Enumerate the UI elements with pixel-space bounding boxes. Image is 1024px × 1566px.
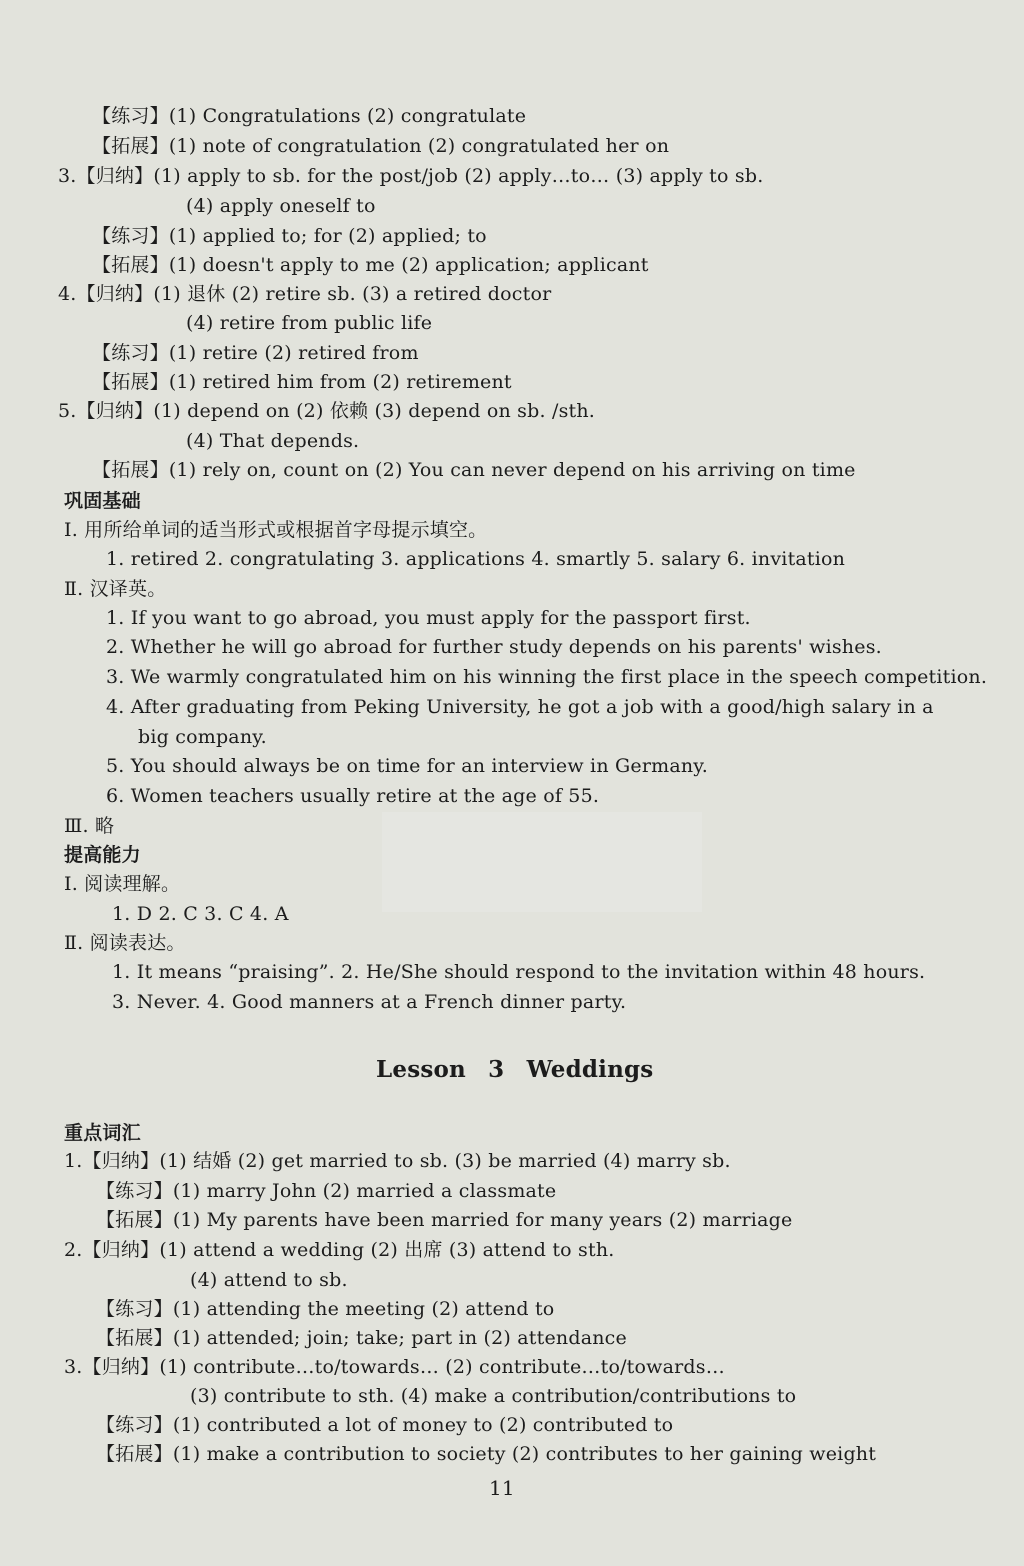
extension-line: [92, 253, 649, 277]
summary-continuation: (4) retire from public life: [186, 312, 433, 334]
label-lianxi: 【练习】: [92, 342, 169, 364]
summary-continuation: (4) attend to sb.: [190, 1269, 348, 1291]
redacted-area: [382, 812, 702, 912]
answer-text: (1) 退休 (2) retire sb. (3) a retired doctor: [153, 283, 552, 305]
answer-text: (1) retired him from (2) retirement: [168, 371, 512, 393]
answer-line: big company.: [138, 726, 267, 748]
answer-text: (1) make a contribution to society (2) contributes to her gaining weight: [172, 1443, 877, 1465]
practice-line: [96, 1413, 673, 1437]
answer-line: 1. D 2. C 3. C 4. A: [112, 903, 289, 925]
answer-line: 3. Never. 4. Good manners at a French dinner party.: [112, 991, 627, 1013]
extension-line: [92, 458, 856, 482]
answer-text: (1) attended; join; take; part in (2) attendance: [172, 1327, 627, 1349]
summary-line: [58, 282, 551, 306]
item-number: 3.: [64, 1356, 83, 1378]
extension-line: [96, 1442, 876, 1466]
summary-continuation: (4) That depends.: [186, 430, 360, 452]
label-tuozhan: 【拓展】: [92, 459, 169, 481]
answer-text: (1) rely on, count on (2) You can never depend on his arriving on time: [168, 459, 856, 481]
answer-text: (1) attending the meeting (2) attend to: [172, 1298, 555, 1320]
exercise-title: Ⅰ. 阅读理解。: [64, 873, 181, 895]
section-heading: 重点词汇: [64, 1122, 141, 1144]
practice-line: [92, 104, 526, 128]
item-number: 4.: [58, 283, 77, 305]
answer-text: (1) contribute…to/towards… (2) contribute…to/towards…: [159, 1356, 725, 1378]
answer-line: 1. If you want to go abroad, you must apply for the passport first.: [106, 607, 751, 629]
exercise-title: Ⅲ. 略: [64, 815, 115, 837]
answer-text: (1) marry John (2) married a classmate: [172, 1180, 557, 1202]
answer-text: (1) My parents have been married for many years (2) marriage: [172, 1209, 793, 1231]
item-number: 1.: [64, 1150, 83, 1172]
extension-line: [92, 134, 669, 158]
extension-line: [96, 1326, 627, 1350]
answer-text: (1) apply to sb. for the post/job (2) apply…to… (3) apply to sb.: [153, 165, 764, 187]
label-tuozhan: 【拓展】: [96, 1443, 173, 1465]
summary-continuation: (4) apply oneself to: [186, 195, 376, 217]
extension-line: [96, 1208, 792, 1232]
section-heading: 提高能力: [64, 844, 141, 866]
practice-line: [96, 1297, 554, 1321]
label-tuozhan: 【拓展】: [92, 254, 169, 276]
answer-line: 1. It means “praising”. 2. He/She should respond to the invitation within 48 hours.: [112, 961, 926, 983]
label-tuozhan: 【拓展】: [96, 1327, 173, 1349]
answer-text: (1) applied to; for (2) applied; to: [168, 225, 487, 247]
exercise-title: Ⅱ. 汉译英。: [64, 578, 167, 600]
page-number: 11: [489, 1476, 515, 1500]
label-lianxi: 【练习】: [92, 105, 169, 127]
label-lianxi: 【练习】: [96, 1180, 173, 1202]
label-tuozhan: 【拓展】: [92, 371, 169, 393]
answer-line: 5. You should always be on time for an interview in Germany.: [106, 755, 708, 777]
summary-line: [58, 164, 763, 188]
exercise-title: Ⅰ. 用所给单词的适当形式或根据首字母提示填空。: [64, 519, 488, 541]
lesson-title: Lesson 3 Weddings: [376, 1056, 654, 1083]
item-number: 3.: [58, 165, 77, 187]
answer-text: (1) 结婚 (2) get married to sb. (3) be married (4) marry sb.: [159, 1150, 731, 1172]
summary-line: [64, 1355, 725, 1379]
summary-line: [64, 1238, 615, 1262]
practice-line: [92, 341, 419, 365]
answer-text: (1) note of congratulation (2) congratulated her on: [168, 135, 670, 157]
item-number: 5.: [58, 400, 77, 422]
answer-text: (1) Congratulations (2) congratulate: [168, 105, 527, 127]
label-lianxi: 【练习】: [96, 1298, 173, 1320]
answer-line: 4. After graduating from Peking University, he got a job with a good/high salary in a: [106, 696, 934, 718]
item-number: 2.: [64, 1239, 83, 1261]
label-guina: 【归纳】: [76, 283, 154, 305]
answer-text: (1) contributed a lot of money to (2) contributed to: [172, 1414, 674, 1436]
answer-text: (1) depend on (2) 依赖 (3) depend on sb. /sth.: [153, 400, 596, 422]
label-guina: 【归纳】: [76, 400, 154, 422]
label-lianxi: 【练习】: [96, 1414, 173, 1436]
extension-line: [92, 370, 512, 394]
label-tuozhan: 【拓展】: [96, 1209, 173, 1231]
answer-text: (1) doesn't apply to me (2) application; applicant: [168, 254, 649, 276]
practice-line: [92, 224, 487, 248]
answer-line: 2. Whether he will go abroad for further study depends on his parents' wishes.: [106, 636, 882, 658]
answer-text: (1) retire (2) retired from: [168, 342, 419, 364]
label-tuozhan: 【拓展】: [92, 135, 169, 157]
label-guina: 【归纳】: [82, 1239, 160, 1261]
answer-text: (1) attend a wedding (2) 出席 (3) attend to sth.: [159, 1239, 615, 1261]
section-heading: 巩固基础: [64, 490, 141, 512]
practice-line: [96, 1179, 556, 1203]
label-guina: 【归纳】: [76, 165, 154, 187]
answer-line: 1. retired 2. congratulating 3. applications 4. smartly 5. salary 6. invitation: [106, 548, 846, 570]
label-lianxi: 【练习】: [92, 225, 169, 247]
summary-line: [64, 1149, 731, 1173]
exercise-title: Ⅱ. 阅读表达。: [64, 932, 186, 954]
summary-line: [58, 399, 595, 423]
label-guina: 【归纳】: [82, 1356, 160, 1378]
label-guina: 【归纳】: [82, 1150, 160, 1172]
summary-continuation: (3) contribute to sth. (4) make a contribution/contributions to: [190, 1385, 797, 1407]
answer-line: 6. Women teachers usually retire at the age of 55.: [106, 785, 600, 807]
answer-line: 3. We warmly congratulated him on his winning the first place in the speech competition.: [106, 666, 988, 688]
